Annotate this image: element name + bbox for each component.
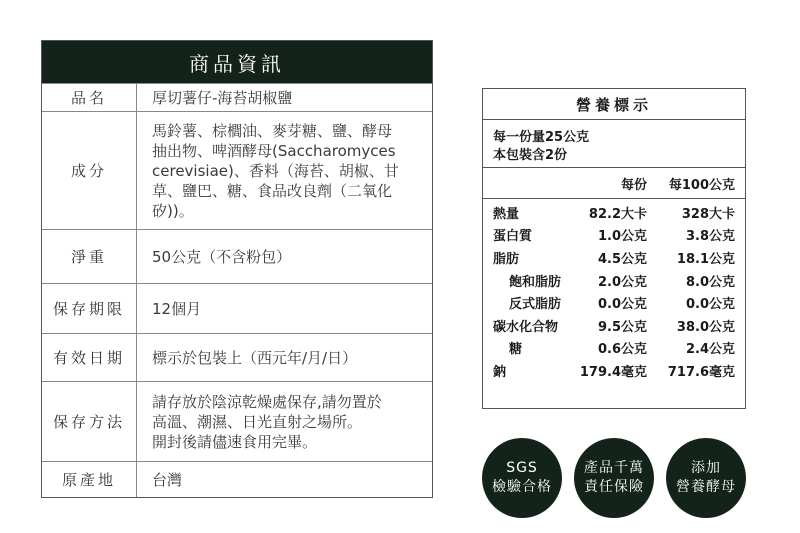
nutrient-name: 蛋白質 — [493, 229, 533, 245]
info-row-name — [42, 83, 432, 111]
badge-line: 營養酵母 — [676, 479, 736, 495]
badge-nutritional-yeast — [666, 438, 746, 518]
nutrition-rows — [483, 199, 745, 382]
info-value-storage — [137, 382, 432, 461]
info-label-shelf-life: 保存期限 — [42, 284, 137, 333]
nutrition-row — [483, 246, 745, 269]
info-row-storage — [42, 381, 432, 461]
badge-line: 檢驗合格 — [492, 479, 552, 495]
value-line: cerevisiae)、香料（海苔、胡椒、甘 — [152, 161, 399, 180]
info-value-ingredients — [137, 112, 432, 229]
info-label-storage: 保存方法 — [42, 382, 137, 461]
nutrition-serving-info — [483, 120, 745, 168]
info-value-origin — [137, 462, 432, 497]
info-value-net-weight — [137, 230, 432, 283]
value-line: 馬鈴薯、棕櫚油、麥芽糖、鹽、酵母 — [152, 121, 393, 140]
nutrient-per-serving: 82.2大卡 — [588, 206, 647, 222]
product-info-title: 商品資訊 — [42, 41, 432, 83]
info-label-expiry: 有效日期 — [42, 334, 137, 381]
nutrition-row — [483, 291, 745, 314]
nutrient-per-100g: 2.4公克 — [685, 342, 735, 358]
nutrient-per-serving: 179.4毫克 — [579, 364, 647, 380]
nutrient-name: 反式脂肪 — [509, 297, 562, 313]
value-line: 矽))。 — [152, 201, 194, 220]
badge-line: 產品千萬 — [584, 460, 644, 476]
nutrient-per-serving: 4.5公克 — [597, 251, 647, 267]
nutrient-per-serving: 2.0公克 — [597, 274, 647, 290]
value-line: 請存放於陰涼乾燥處保存,請勿置於 — [152, 392, 382, 411]
nutrient-per-100g: 8.0公克 — [685, 274, 735, 290]
nutrition-row — [483, 269, 745, 292]
nutrient-name: 糖 — [509, 342, 523, 358]
nutrient-per-serving: 9.5公克 — [597, 319, 647, 335]
nutrition-row — [483, 359, 745, 382]
value-line: 台灣 — [152, 470, 183, 489]
info-row-shelf-life — [42, 283, 432, 333]
info-value-expiry — [137, 334, 432, 381]
value-line: 草、鹽巴、糖、食品改良劑（二氧化 — [152, 181, 393, 200]
nutrient-per-100g: 328大卡 — [681, 206, 735, 222]
serving-size: 每一份量25公克 — [493, 130, 590, 145]
nutrient-name: 飽和脂肪 — [509, 274, 562, 290]
nutrient-name: 脂肪 — [493, 251, 520, 267]
nutrient-per-100g: 18.1公克 — [676, 251, 735, 267]
nutrient-per-100g: 717.6毫克 — [667, 364, 735, 380]
badge-line: 責任保險 — [584, 479, 644, 495]
value-line: 厚切薯仔-海苔胡椒鹽 — [152, 88, 293, 107]
nutrition-title: 營養標示 — [483, 89, 745, 120]
value-line: 高溫、潮濕、日光直射之場所。 — [152, 412, 363, 431]
badge-sgs-certified — [482, 438, 562, 518]
nutrient-per-serving: 0.6公克 — [597, 342, 647, 358]
value-line: 開封後請儘速食用完畢。 — [152, 432, 318, 451]
nutrition-column-header — [483, 168, 745, 199]
nutrient-per-serving: 1.0公克 — [597, 229, 647, 245]
info-value-shelf-life — [137, 284, 432, 333]
badge-line: 添加 — [691, 460, 721, 476]
nutrition-row — [483, 201, 745, 224]
badge-liability-insurance — [574, 438, 654, 518]
header-per-100g: 每100公克 — [668, 177, 735, 193]
product-info-table — [41, 40, 433, 498]
info-row-ingredients — [42, 111, 432, 229]
servings-per-package: 本包裝含2份 — [493, 148, 568, 163]
nutrient-per-100g: 3.8公克 — [685, 229, 735, 245]
info-row-expiry — [42, 333, 432, 381]
nutrient-name: 碳水化合物 — [493, 319, 559, 335]
nutrition-row — [483, 337, 745, 360]
header-per-serving: 每份 — [620, 177, 647, 193]
info-label-origin: 原產地 — [42, 462, 137, 497]
nutrition-row — [483, 224, 745, 247]
nutrient-name: 鈉 — [493, 364, 507, 380]
value-line: 12個月 — [152, 299, 202, 318]
nutrient-per-100g: 0.0公克 — [685, 297, 735, 313]
value-line: 抽出物、啤酒酵母(Saccharomyces — [152, 141, 396, 160]
badge-line: SGS — [506, 460, 538, 476]
info-label-net-weight: 淨重 — [42, 230, 137, 283]
info-row-net-weight — [42, 229, 432, 283]
value-line: 50公克（不含粉包） — [152, 247, 292, 266]
nutrient-per-100g: 38.0公克 — [676, 319, 735, 335]
nutrition-row — [483, 314, 745, 337]
nutrient-per-serving: 0.0公克 — [597, 297, 647, 313]
info-label-name: 品名 — [42, 84, 137, 111]
nutrition-panel — [482, 88, 746, 409]
info-label-ingredients: 成分 — [42, 112, 137, 229]
value-line: 標示於包裝上（西元年/月/日） — [152, 348, 358, 367]
info-row-origin — [42, 461, 432, 497]
info-value-name — [137, 84, 432, 111]
nutrient-name: 熱量 — [493, 206, 520, 222]
